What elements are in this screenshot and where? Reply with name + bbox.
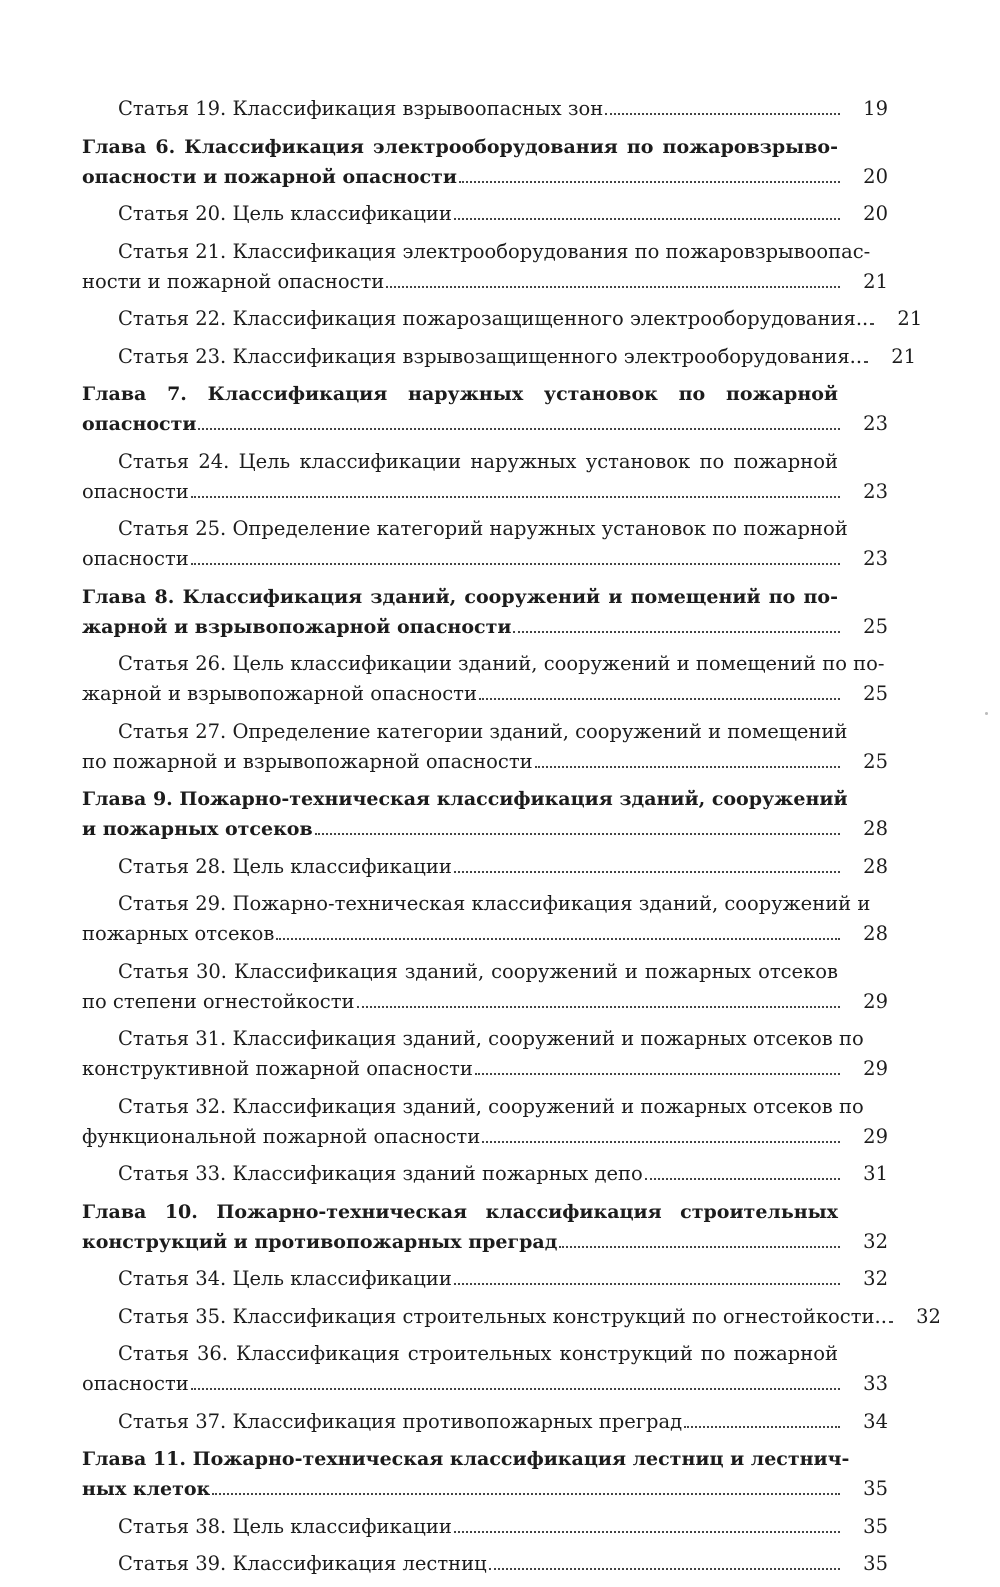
dot-leader [645,1178,840,1180]
dot-leader [870,323,874,325]
toc-entry-text: Статья 33. Классификация зданий пожарных депо [118,1162,643,1185]
page-number: 19 [863,97,888,120]
toc-line [82,1159,888,1189]
page-number: 29 [863,1057,888,1080]
dot-leader [513,631,840,633]
toc-entry-text: Статья 34. Цель классификации [118,1267,452,1290]
toc-line [82,1122,888,1152]
toc-entry-text: опасности и пожарной опасности [82,165,457,188]
toc-entry-text: опасности [82,413,197,435]
toc-line [82,544,888,574]
dot-leader [535,766,840,768]
toc-line [82,717,888,747]
dot-leader [315,833,840,835]
toc-entry-text: ных клеток [82,1478,211,1500]
page-number: 35 [863,1552,888,1575]
toc-line [82,1339,888,1369]
toc-line [82,1444,888,1474]
toc-line [82,409,888,439]
toc-chapter-entry[interactable] [82,784,888,844]
toc-entry-text: Статья 37. Классификация противопожарных преград [118,1409,683,1433]
toc-article-entry[interactable] [82,957,888,1017]
dot-leader [454,871,840,873]
toc-article-entry[interactable] [82,717,888,777]
toc-entry-text: Статья 24. Цель классификации наружных установок по пожарной [118,449,838,473]
toc-entry-text: Статья 30. Классификация зданий, сооружений и пожарных отсеков [118,959,838,983]
page-number: 25 [863,614,888,638]
page-number: 32 [863,1267,888,1290]
toc-line [82,1302,941,1332]
dot-leader [482,1141,840,1143]
toc-article-entry[interactable] [82,304,923,334]
toc-line [82,814,888,844]
toc-entry-text: Статья 20. Цель классификации [118,202,452,225]
toc-line [82,477,888,507]
toc-line [82,1512,888,1542]
toc-entry-text: опасности [82,479,189,503]
toc-article-entry[interactable] [82,889,888,949]
toc-entry-text: Статья 19. Классификация взрывоопасных зон [118,97,604,120]
toc-line [82,957,888,987]
toc-line [82,582,888,612]
page-number: 35 [863,1514,888,1538]
toc-line [82,1407,888,1437]
toc-entry-text: по степени огнестойкости [82,989,355,1013]
toc-line [82,342,917,372]
toc-article-entry[interactable] [82,514,888,574]
table-of-contents [82,94,941,1587]
toc-article-entry[interactable] [82,852,888,882]
dot-leader [191,563,840,565]
toc-entry-text: конструкций и противопожарных преград [82,1230,558,1253]
dot-leader [454,218,840,220]
page-number: 21 [897,307,923,330]
dot-leader [889,1321,893,1323]
toc-entry-text: Глава 10. Пожарно-техническая классификация строительных [82,1200,838,1223]
toc-entry-text: функциональной пожарной опасности [82,1124,481,1148]
toc-chapter-entry[interactable] [82,582,888,642]
toc-entry-text: Глава 7. Классификация наружных установок по пожарной [82,383,838,405]
toc-line [82,1474,888,1504]
toc-line [82,679,888,709]
dot-leader [475,1073,840,1075]
toc-line [82,1024,888,1054]
toc-entry-text: Глава 6. Классификация электрооборудования по пожаровзрыво- [82,135,838,158]
page-number: 28 [863,817,888,840]
toc-article-entry[interactable] [82,1549,888,1579]
dot-leader [559,1246,840,1248]
dot-leader [684,1426,840,1428]
toc-line [82,1369,888,1399]
toc-article-entry[interactable] [82,447,888,507]
toc-chapter-entry[interactable] [82,379,888,439]
toc-line [82,304,923,334]
toc-article-entry[interactable] [82,1339,888,1399]
page-number: 20 [863,202,888,225]
toc-line [82,237,888,267]
toc-entry-text: ности и пожарной опасности [82,269,385,293]
toc-line [82,852,888,882]
toc-line [82,1227,888,1257]
toc-article-entry[interactable] [82,1407,888,1437]
toc-line [82,1197,888,1227]
page-number: 21 [863,269,888,293]
dot-leader [479,698,840,700]
toc-article-entry[interactable] [82,1512,888,1542]
toc-entry-text: конструктивной пожарной опасности [82,1057,473,1080]
toc-entry-text: по пожарной и взрывопожарной опасности [82,749,533,773]
toc-entry-text: Статья 35. Классификация строительных конструкций по огнестойкости.. [118,1304,887,1328]
toc-chapter-entry[interactable] [82,1197,888,1257]
page-number: 29 [863,989,888,1013]
dot-leader [191,496,840,498]
page-number: 21 [891,344,917,368]
page-number: 23 [863,479,888,503]
toc-line [82,747,888,777]
dot-leader [276,938,840,940]
toc-article-entry[interactable] [82,649,888,709]
toc-line [82,447,888,477]
toc-article-entry[interactable] [82,237,888,297]
toc-article-entry[interactable] [82,1264,888,1294]
toc-entry-text: Статья 28. Цель классификации [118,854,452,878]
toc-entry-text: Статья 26. Цель классификации зданий, сооружений и помещений по по- [118,652,885,675]
page-number: 25 [863,682,888,705]
toc-line [82,267,888,297]
toc-line [82,612,888,642]
dot-leader [605,113,840,115]
toc-line [82,889,888,919]
toc-entry-text: пожарных отсеков [82,922,275,945]
toc-entry-text: Статья 21. Классификация электрооборудования по пожаровзрывоопас- [118,239,871,263]
toc-line [82,379,888,409]
toc-entry-text: опасности [82,1372,189,1395]
dot-leader [864,361,868,363]
toc-entry-text: и пожарных отсеков [82,818,313,840]
dot-leader [357,1006,841,1008]
toc-chapter-entry[interactable] [82,1444,888,1504]
page-number: 20 [863,164,888,188]
page-number: 32 [916,1304,941,1328]
scan-speck [985,712,988,715]
dot-leader [212,1493,840,1495]
page-number: 28 [863,922,888,945]
toc-line [82,1092,888,1122]
toc-article-entry[interactable] [82,1159,888,1189]
toc-line [82,162,888,192]
page-number: 23 [863,547,888,570]
page-number: 32 [863,1229,888,1253]
dot-leader [454,1283,840,1285]
toc-line [82,649,888,679]
toc-entry-text: Статья 22. Классификация пожарозащищенного электрооборудования.. [118,307,869,330]
dot-leader [459,181,840,183]
toc-line [82,1264,888,1294]
toc-line [82,94,888,124]
toc-chapter-entry[interactable] [82,132,888,192]
page-number: 29 [863,1124,888,1148]
toc-line [82,1549,888,1579]
toc-article-entry[interactable] [82,1024,888,1084]
page-number: 33 [863,1372,888,1395]
toc-article-entry[interactable] [82,342,917,372]
page-number: 35 [863,1477,888,1500]
page-number: 31 [863,1162,888,1185]
toc-entry-text: Статья 32. Классификация зданий, сооружений и пожарных отсеков по [118,1094,864,1118]
toc-line [82,514,888,544]
toc-entry-text: Глава 8. Классификация зданий, сооружений и помещений по по- [82,585,838,608]
dot-leader [454,1531,840,1533]
dot-leader [198,428,840,430]
toc-entry-text: Статья 36. Классификация строительных конструкций по пожарной [118,1342,838,1365]
dot-leader [191,1388,840,1390]
toc-article-entry[interactable] [82,1302,941,1332]
page-number: 28 [863,854,888,878]
dot-leader [489,1568,840,1570]
toc-line [82,987,888,1017]
toc-entry-text: Глава 9. Пожарно-техническая классификация зданий, сооружений [82,788,848,810]
toc-line [82,132,888,162]
toc-line [82,1054,888,1084]
dot-leader [386,286,840,288]
toc-entry-text: Глава 11. Пожарно-техническая классификация лестниц и лестнич- [82,1448,850,1470]
toc-entry-text: Статья 25. Определение категорий наружных установок по пожарной [118,517,848,540]
toc-article-entry[interactable] [82,94,888,124]
toc-entry-text: Статья 29. Пожарно-техническая классификация зданий, сооружений и [118,892,871,915]
page-number: 34 [863,1409,888,1433]
toc-entry-text: жарной и взрывопожарной опасности [82,615,512,638]
toc-line [82,784,888,814]
toc-entry-text: Статья 31. Классификация зданий, сооружений и пожарных отсеков по [118,1027,864,1050]
toc-article-entry[interactable] [82,199,888,229]
toc-entry-text: Статья 23. Классификация взрывозащищенного электрооборудования.. [118,344,863,368]
toc-line [82,919,888,949]
page-number: 23 [863,412,888,435]
toc-entry-text: Статья 39. Классификация лестниц [118,1552,487,1575]
toc-article-entry[interactable] [82,1092,888,1152]
page-number: 25 [863,749,888,773]
toc-line [82,199,888,229]
toc-entry-text: жарной и взрывопожарной опасности [82,682,477,705]
toc-entry-text: Статья 38. Цель классификации [118,1514,452,1538]
toc-entry-text: опасности [82,547,189,570]
toc-entry-text: Статья 27. Определение категории зданий, сооружений и помещений [118,719,848,743]
